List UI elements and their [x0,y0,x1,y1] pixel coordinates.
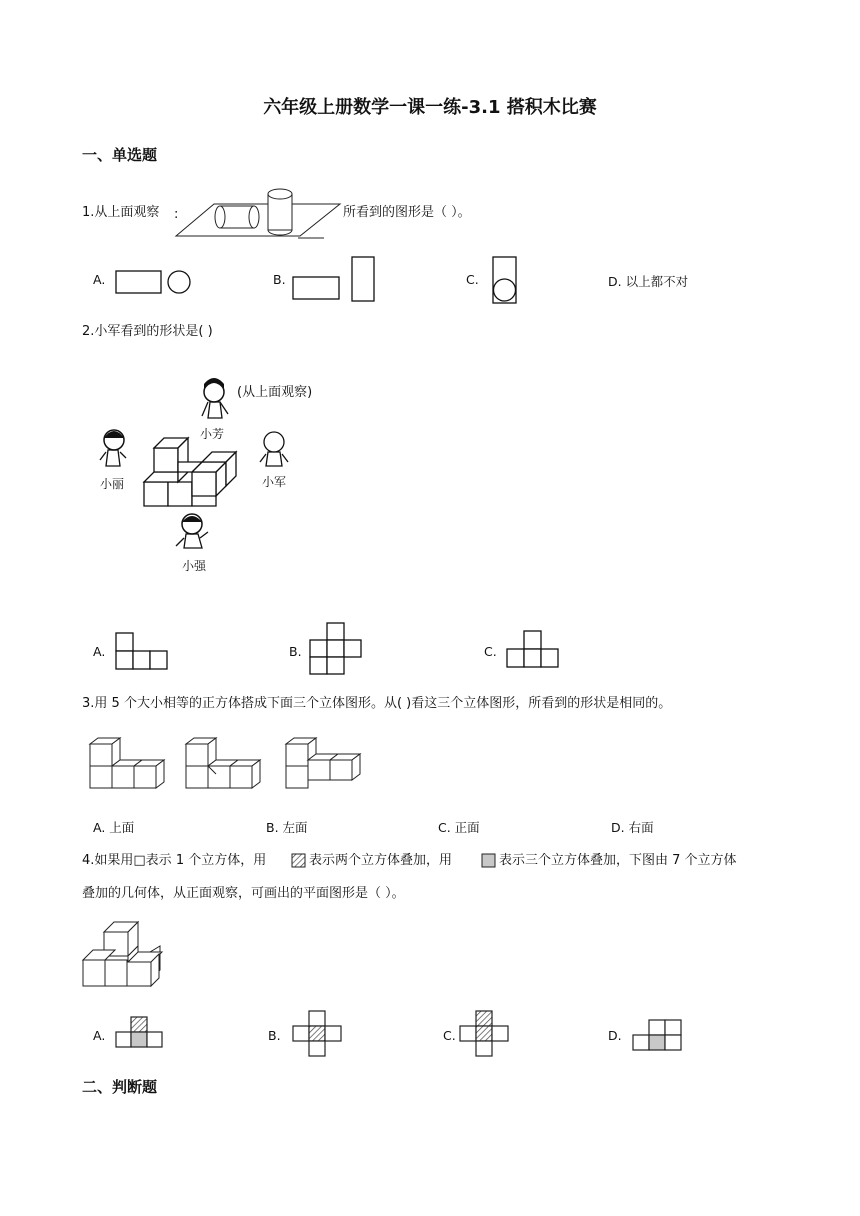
q4-option-a-figure [115,1016,165,1050]
q2-option-a-figure [115,632,173,672]
q2-option-b[interactable]: B. [289,644,302,659]
question-4-line1-part1: 4.如果用□表示 1 个立方体，用 [82,853,267,868]
q4-option-c[interactable]: C. [443,1028,456,1043]
q1-option-b-figure [292,256,378,304]
girl-fang-icon [202,378,228,418]
q4-option-d-figure [632,1019,686,1053]
q2-label-jun: 小军 [262,475,287,489]
question-4-line1-part2: 表示两个立方体叠加，用 [309,853,453,868]
question-4-line2: 叠加的几何体，从正面观察，可画出的平面图形是（ ）。 [82,886,405,901]
q2-label-qiang: 小强 [182,559,207,573]
q1-option-a[interactable]: A. [93,272,106,287]
girl-li-icon [100,430,126,466]
q4-option-b[interactable]: B. [268,1028,281,1043]
q4-option-b-figure [292,1010,346,1060]
hatched-square-legend-icon [291,853,307,869]
q1-option-a-figure [115,269,195,297]
section-heading-single-choice: 一、单选题 [82,146,158,164]
section-heading-true-false: 二、判断题 [82,1078,158,1096]
q4-option-a[interactable]: A. [93,1028,106,1043]
question-1-figure-cylinders [172,184,342,242]
question-3-text: 3.用 5 个大小相等的正方体搭成下面三个立体图形。从( )看这三个立体图形，所看到的形状是相同的。 [82,696,672,711]
q2-option-b-figure [309,622,367,678]
question-2-text: 2.小军看到的形状是( ) [82,324,213,339]
q4-option-c-figure [459,1010,513,1060]
q2-option-a[interactable]: A. [93,644,106,659]
q1-option-d[interactable]: D. 以上都不对 [608,274,689,289]
q2-option-c-figure [506,630,564,672]
question-4-line1-part3: 表示三个立方体叠加，下图由 7 个立方体 [499,853,737,868]
q3-option-b[interactable]: B. 左面 [266,820,308,835]
q2-label-fang: 小芳 [200,427,225,441]
question-2-figure [96,378,336,578]
question-1-suffix: 所看到的图形是（ ）。 [343,205,471,220]
svg-text::: : [174,207,179,222]
q3-option-c[interactable]: C. 正面 [438,820,480,835]
q3-option-a[interactable]: A. 上面 [93,820,135,835]
boy-qiang-icon [176,514,208,548]
q2-option-c[interactable]: C. [484,644,497,659]
question-4-figure [80,918,166,992]
q1-option-c[interactable]: C. [466,272,479,287]
question-3-figure [86,724,376,794]
page-title: 六年级上册数学一课一练-3.1 搭积木比赛 [263,97,597,118]
q3-option-d[interactable]: D. 右面 [611,820,654,835]
gray-square-legend-icon [481,853,497,869]
q1-option-c-figure [491,256,519,306]
boy-jun-icon [260,432,288,466]
q1-option-b[interactable]: B. [273,272,286,287]
q4-option-d[interactable]: D. [608,1028,622,1043]
q2-label-li: 小丽 [100,477,125,491]
question-1-prefix: 1.从上面观察 [82,205,160,220]
q2-figure-note: (从上面观察) [237,385,313,400]
